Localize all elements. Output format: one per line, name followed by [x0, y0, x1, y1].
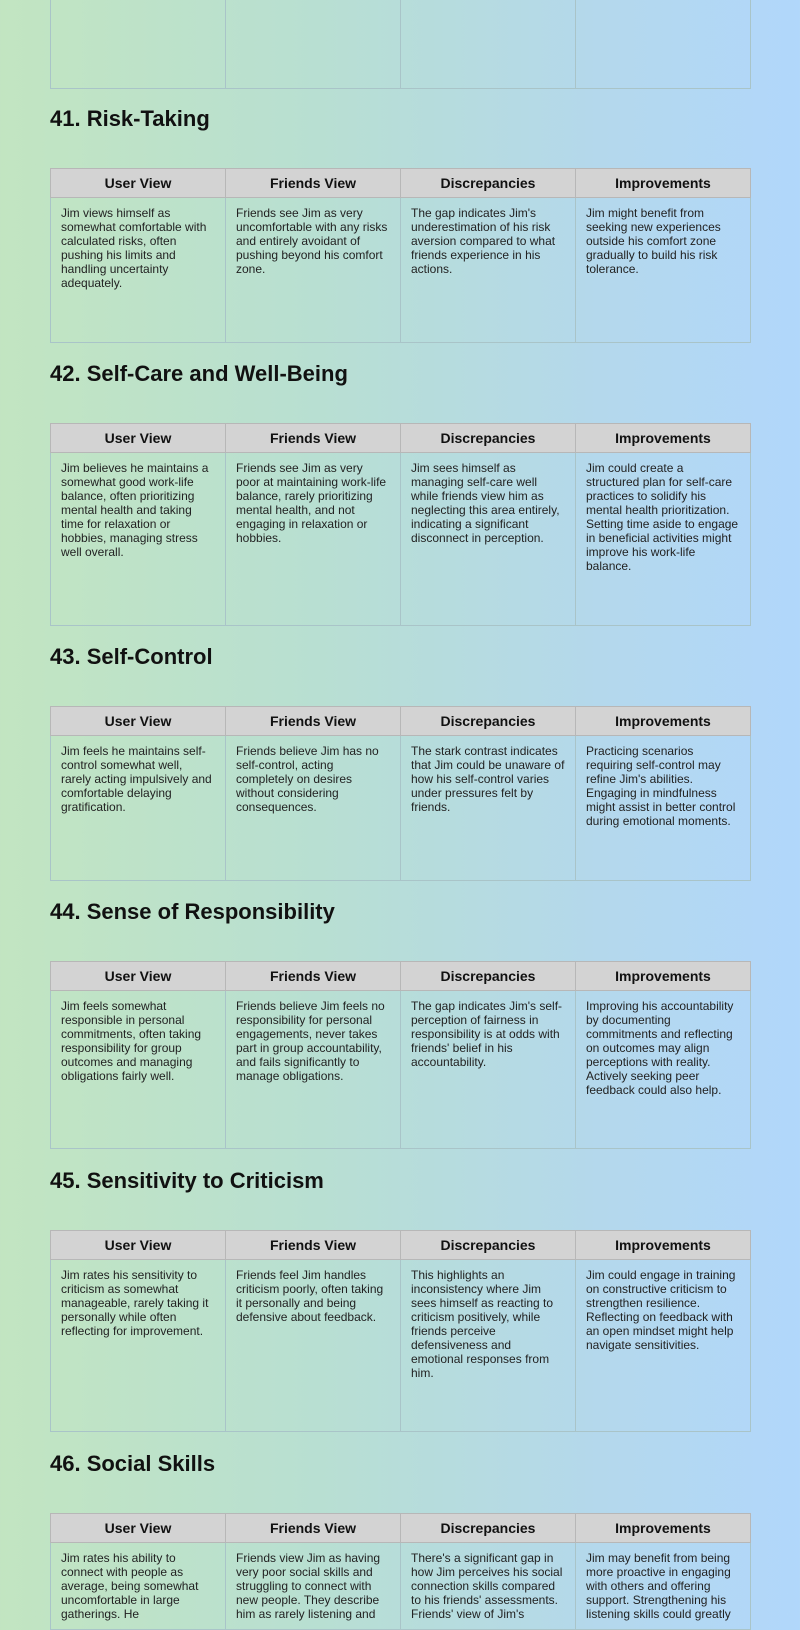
- section-title: 43. Self-Control: [50, 644, 213, 669]
- comparison-table: [50, 1513, 751, 1630]
- header-friends-view: Friends View: [226, 962, 401, 991]
- cell-improvements: Practicing scenarios requiring self-control may refine Jim's abilities. Engaging in mindfulness might assist in better control during emotional moments.: [576, 736, 751, 881]
- cell-discrepancies: There's a significant gap in how Jim perceives his social connection skills compared to his friends' assessments. Friends' view of Jim's: [401, 1543, 576, 1630]
- header-discrepancies: Discrepancies: [401, 962, 576, 991]
- header-user-view: User View: [51, 962, 226, 991]
- section-title: 41. Risk-Taking: [50, 106, 210, 131]
- header-improvements: Improvements: [576, 707, 751, 736]
- cell-user-view: Jim rates his sensitivity to criticism as somewhat manageable, rarely taking it personally while often reflecting for improvement.: [51, 1260, 226, 1432]
- comparison-table: [50, 168, 751, 343]
- section-title: 46. Social Skills: [50, 1451, 216, 1476]
- cell-improvements: [576, 0, 751, 89]
- section-title: 42. Self-Care and Well-Being: [50, 361, 348, 386]
- header-friends-view: Friends View: [226, 707, 401, 736]
- cell-improvements: Improving his accountability by documenting commitments and reflecting on outcomes may align perceptions with reality. Actively seeking peer feedback could also help.: [576, 991, 751, 1149]
- header-improvements: Improvements: [576, 962, 751, 991]
- header-improvements: Improvements: [576, 424, 751, 453]
- header-user-view: User View: [51, 707, 226, 736]
- comparison-table: [50, 423, 751, 626]
- cell-user-view: [51, 0, 226, 89]
- comparison-table: [50, 961, 751, 1149]
- header-discrepancies: Discrepancies: [401, 1231, 576, 1260]
- header-discrepancies: Discrepancies: [401, 707, 576, 736]
- cell-discrepancies: The stark contrast indicates that Jim could be unaware of how his self-control varies under pressures felt by friends.: [401, 736, 576, 881]
- cell-improvements: Jim may benefit from being more proactive in engaging with others and offering support. Strengthening his listening skills could greatly: [576, 1543, 751, 1630]
- cell-user-view: Jim feels somewhat responsible in personal commitments, often taking responsibility for group outcomes and managing obligations fairly well.: [51, 991, 226, 1149]
- header-improvements: Improvements: [576, 1231, 751, 1260]
- header-user-view: User View: [51, 1514, 226, 1543]
- cell-discrepancies: Jim sees himself as managing self-care well while friends view him as neglecting this area entirely, indicating a significant disconnect in perception.: [401, 453, 576, 626]
- cell-discrepancies: [401, 0, 576, 89]
- cell-user-view: Jim rates his ability to connect with people as average, being somewhat uncomfortable in large gatherings. He: [51, 1543, 226, 1630]
- cell-friends-view: Friends see Jim as very uncomfortable with any risks and entirely avoidant of pushing beyond his comfort zone.: [226, 198, 401, 343]
- header-friends-view: Friends View: [226, 169, 401, 198]
- cell-friends-view: Friends believe Jim has no self-control, acting completely on desires without considering consequences.: [226, 736, 401, 881]
- cell-user-view: Jim feels he maintains self-control somewhat well, rarely acting impulsively and comfortable delaying gratification.: [51, 736, 226, 881]
- comparison-table: [50, 706, 751, 881]
- header-user-view: User View: [51, 169, 226, 198]
- cell-friends-view: Friends feel Jim handles criticism poorly, often taking it personally and being defensive about feedback.: [226, 1260, 401, 1432]
- header-improvements: Improvements: [576, 169, 751, 198]
- header-user-view: User View: [51, 424, 226, 453]
- cell-improvements: Jim could create a structured plan for self-care practices to solidify his mental health prioritization. Setting time aside to engage in beneficial activities might improve his work-life balance.: [576, 453, 751, 626]
- cell-discrepancies: The gap indicates Jim's underestimation of his risk aversion compared to what friends experience in his actions.: [401, 198, 576, 343]
- header-friends-view: Friends View: [226, 1514, 401, 1543]
- cell-discrepancies: This highlights an inconsistency where Jim sees himself as reacting to criticism positively, while friends perceive defensiveness and emotional responses from him.: [401, 1260, 576, 1432]
- header-friends-view: Friends View: [226, 1231, 401, 1260]
- header-user-view: User View: [51, 1231, 226, 1260]
- section-title: 44. Sense of Responsibility: [50, 899, 335, 924]
- cell-user-view: Jim views himself as somewhat comfortable with calculated risks, often pushing his limits and handling uncertainty adequately.: [51, 198, 226, 343]
- comparison-table: [50, 0, 751, 89]
- cell-friends-view: Friends see Jim as very poor at maintaining work-life balance, rarely prioritizing mental health, and not engaging in relaxation or hobbies.: [226, 453, 401, 626]
- cell-friends-view: Friends believe Jim feels no responsibility for personal engagements, never takes part in group accountability, and fails significantly to manage obligations.: [226, 991, 401, 1149]
- comparison-table: [50, 1230, 751, 1432]
- cell-improvements: Jim might benefit from seeking new experiences outside his comfort zone gradually to build his risk tolerance.: [576, 198, 751, 343]
- cell-discrepancies: The gap indicates Jim's self-perception of fairness in responsibility is at odds with friends' belief in his accountability.: [401, 991, 576, 1149]
- header-discrepancies: Discrepancies: [401, 424, 576, 453]
- header-discrepancies: Discrepancies: [401, 169, 576, 198]
- header-discrepancies: Discrepancies: [401, 1514, 576, 1543]
- header-friends-view: Friends View: [226, 424, 401, 453]
- cell-improvements: Jim could engage in training on constructive criticism to strengthen resilience. Reflecting on feedback with an open mindset might help navigate sensitivities.: [576, 1260, 751, 1432]
- section-title: 45. Sensitivity to Criticism: [50, 1168, 324, 1193]
- cell-friends-view: Friends view Jim as having very poor social skills and struggling to connect with new people. They describe him as rarely listening and: [226, 1543, 401, 1630]
- cell-friends-view: [226, 0, 401, 89]
- header-improvements: Improvements: [576, 1514, 751, 1543]
- cell-user-view: Jim believes he maintains a somewhat good work-life balance, often prioritizing mental health and taking time for relaxation or hobbies, managing stress well overall.: [51, 453, 226, 626]
